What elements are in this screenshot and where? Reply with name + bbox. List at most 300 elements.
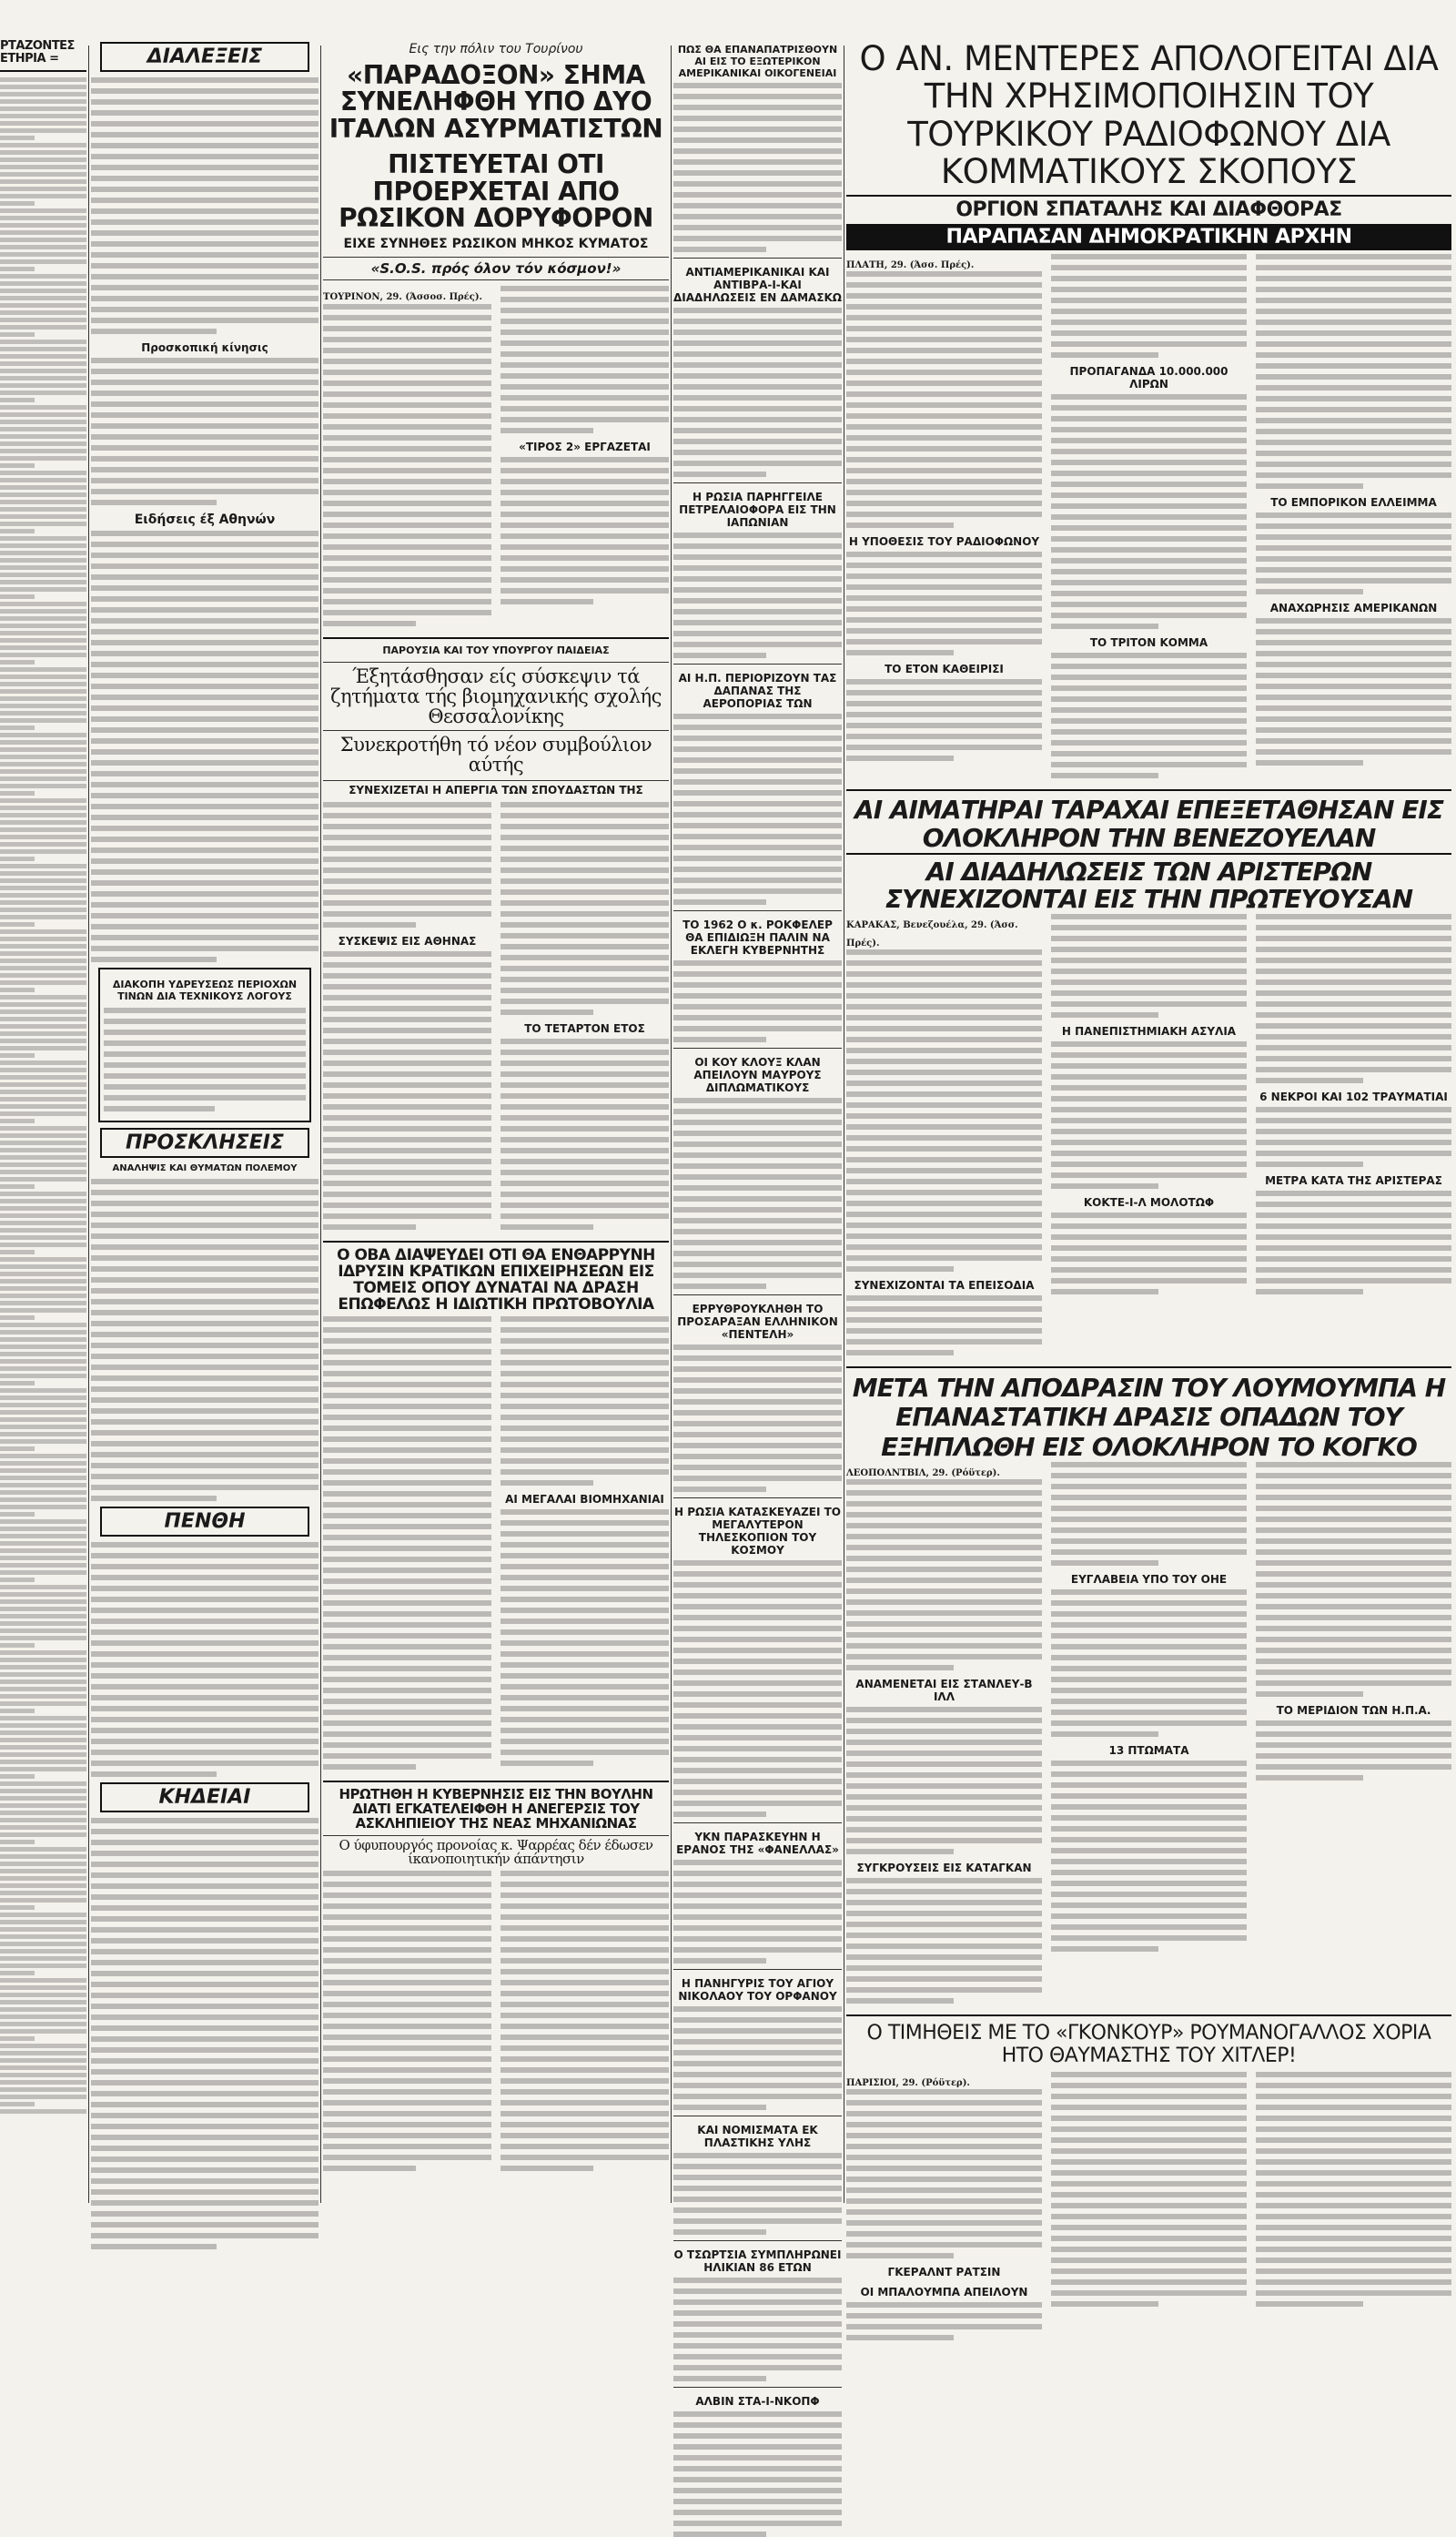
text-line xyxy=(673,1152,842,1158)
text-line xyxy=(673,1893,842,1898)
text-line xyxy=(0,2058,86,2063)
section-head-scouts: Προσκοπική κίνησις xyxy=(141,341,268,354)
text-line xyxy=(0,172,86,177)
text-line xyxy=(846,2166,1042,2171)
text-line xyxy=(673,1410,842,1416)
text-line xyxy=(0,478,86,482)
text-line xyxy=(0,1709,35,1713)
text-line xyxy=(1256,385,1451,391)
text-line xyxy=(846,960,1042,966)
text-line xyxy=(91,1651,318,1657)
text-line xyxy=(0,325,86,330)
text-line xyxy=(323,1991,491,1996)
text-line xyxy=(91,1430,318,1436)
text-line xyxy=(500,1651,669,1657)
text-line xyxy=(0,1942,86,1946)
text-line xyxy=(673,2218,842,2224)
text-line xyxy=(500,2089,669,2095)
text-line xyxy=(0,230,86,235)
text-line xyxy=(0,1235,86,1240)
text-line xyxy=(673,2343,842,2349)
text-line xyxy=(846,1350,954,1355)
column-1 xyxy=(0,36,86,2203)
text-line xyxy=(1051,2225,1247,2230)
text-line xyxy=(0,1803,86,1808)
text-line xyxy=(0,667,86,672)
text-line xyxy=(323,1980,491,1985)
text-line xyxy=(323,1393,491,1398)
article-text xyxy=(500,1039,669,1230)
text-line xyxy=(323,610,491,615)
text-line xyxy=(0,1010,86,1014)
text-line xyxy=(673,1680,842,1686)
text-line xyxy=(1051,1517,1247,1522)
text-line xyxy=(0,1279,86,1284)
text-line xyxy=(323,2056,491,2062)
text-line xyxy=(673,1936,842,1942)
text-line xyxy=(91,1905,318,1911)
text-line xyxy=(0,1461,86,1466)
text-line xyxy=(1051,1462,1247,1467)
column-rule xyxy=(671,46,672,2203)
text-line xyxy=(1051,569,1247,574)
text-line xyxy=(0,791,35,796)
text-line xyxy=(0,1039,86,1043)
headline-new-council: Συνεκροτήθη τό νέον συμβούλιον αύτής xyxy=(339,733,652,776)
text-line xyxy=(1051,2236,1247,2241)
text-line xyxy=(91,1695,318,1700)
text-line xyxy=(1051,2148,1247,2154)
text-line xyxy=(673,2354,842,2359)
text-line xyxy=(1051,1913,1247,1919)
text-line xyxy=(1256,1001,1451,1007)
text-line xyxy=(1051,1052,1247,1058)
text-line xyxy=(0,653,86,657)
text-line xyxy=(673,779,842,785)
text-line xyxy=(1051,471,1247,476)
text-line xyxy=(91,358,318,363)
text-line xyxy=(846,1113,1042,1119)
text-line xyxy=(1256,2290,1451,2296)
text-line xyxy=(91,946,318,951)
article-text xyxy=(846,679,1042,761)
text-line xyxy=(500,362,669,368)
text-line xyxy=(0,1031,86,1036)
text-line xyxy=(846,337,1042,342)
text-line xyxy=(323,402,491,408)
text-line xyxy=(323,951,491,957)
text-line xyxy=(0,1738,86,1742)
text-line xyxy=(500,566,669,572)
text-line xyxy=(0,318,86,322)
text-line xyxy=(1256,716,1451,722)
text-line xyxy=(91,957,217,962)
subhead-propaganda: ΠΡΟΠΑΓΑΝΔΑ 10.000.000 ΛΙΡΩΝ xyxy=(1069,364,1228,391)
text-line xyxy=(323,1458,491,1464)
subhead-third-party: ΤΟ ΤΡΙΤΟΝ ΚΟΜΜΑ xyxy=(1089,635,1208,649)
headline-tankers-japan: Η ΡΩΣΙΑ ΠΑΡΗΓΓΕΙΛΕ ΠΕΤΡΕΛΑΙΟΦΟΡΑ ΕΙΣ ΤΗΝ ΙΑΠΩΝΙΑΝ xyxy=(679,491,836,529)
text-line xyxy=(1256,1753,1451,1759)
text-line xyxy=(323,2013,491,2018)
text-line xyxy=(673,1487,766,1492)
text-line xyxy=(91,1717,318,1722)
text-line xyxy=(91,132,318,137)
text-line xyxy=(1051,936,1247,941)
text-line xyxy=(1256,578,1451,584)
text-line xyxy=(323,1764,416,1770)
text-line xyxy=(846,1255,1042,1261)
text-line xyxy=(0,1104,86,1109)
text-line xyxy=(1051,1484,1247,1489)
text-line xyxy=(846,552,1042,557)
text-line xyxy=(1256,2072,1451,2077)
text-line xyxy=(846,1878,1042,1883)
text-line xyxy=(91,1739,318,1744)
text-line xyxy=(846,982,1042,988)
text-line xyxy=(0,340,86,344)
text-line xyxy=(673,1109,842,1114)
text-line xyxy=(91,2124,318,2129)
text-line xyxy=(91,629,318,634)
text-line xyxy=(91,760,318,766)
text-line xyxy=(0,1068,86,1072)
text-line xyxy=(500,2155,669,2160)
text-line xyxy=(846,435,1042,441)
text-line xyxy=(1256,483,1363,489)
article-text xyxy=(846,949,1042,1272)
article-text xyxy=(846,552,1042,655)
text-line xyxy=(0,492,86,497)
text-line xyxy=(91,2222,318,2227)
text-line xyxy=(1256,2192,1451,2197)
text-line xyxy=(91,2025,318,2031)
text-line xyxy=(673,1015,842,1020)
text-line xyxy=(846,2198,1042,2204)
text-line xyxy=(500,2045,669,2051)
text-line xyxy=(91,2058,318,2064)
article-text xyxy=(500,802,669,1015)
text-line xyxy=(1256,979,1451,985)
text-line xyxy=(91,935,318,940)
text-line xyxy=(91,738,318,744)
dateline: ΚΑΡΑΚΑΣ, Βενεζουέλα, 29. (Άσσ. Πρές). xyxy=(846,920,1018,949)
text-line xyxy=(673,308,842,313)
text-line xyxy=(500,1060,669,1066)
text-line xyxy=(323,555,491,561)
text-line xyxy=(846,1632,1042,1638)
text-line xyxy=(323,1426,491,1431)
text-line xyxy=(500,1695,669,1700)
text-line xyxy=(1256,969,1451,974)
dateline: ΠΛΑΤΗ, 29. (Άσσ. Πρές). xyxy=(846,259,975,270)
text-line xyxy=(0,1170,86,1174)
subhead-athens-meeting: ΣΥΣΚΕΨΙΣ ΕΙΣ ΑΘΗΝΑΣ xyxy=(338,935,477,949)
text-line xyxy=(500,1115,669,1121)
article-text xyxy=(673,308,842,477)
text-line xyxy=(0,420,86,424)
text-line xyxy=(323,370,491,375)
text-line xyxy=(91,1452,318,1457)
article-text xyxy=(1256,1107,1451,1167)
article-text xyxy=(846,1295,1042,1355)
text-line xyxy=(1051,1666,1247,1671)
text-line xyxy=(846,1490,1042,1496)
text-line xyxy=(0,1206,86,1211)
text-line xyxy=(846,1805,1042,1811)
headline-penteli: ΕΡΡΥΘΡΟΥΚΛΗΘΗ ΤΟ ΠΡΟΣΑΡΑΞΑΝ ΕΛΛΗΝΙΚΟΝ «ΠΕΝΤΕΛΗ» xyxy=(677,1303,838,1341)
text-line xyxy=(323,1666,491,1671)
text-line xyxy=(1256,2159,1451,2165)
text-line xyxy=(1256,1067,1451,1072)
text-line xyxy=(323,2035,491,2040)
invitations-subtitle: ΑΝΑΛΗΨΙΣ ΚΑΙ ΘΥΜΑΤΩΝ ΠΟΛΕΜΟΥ xyxy=(112,1163,298,1173)
text-line xyxy=(0,675,86,679)
text-line xyxy=(91,274,318,279)
article-text xyxy=(1256,1462,1451,1697)
text-line xyxy=(1051,254,1247,259)
text-line xyxy=(0,645,86,650)
text-line xyxy=(91,1354,318,1359)
text-line xyxy=(846,639,1042,644)
text-line xyxy=(91,1299,318,1304)
text-line xyxy=(500,1203,669,1208)
article-text xyxy=(1256,2072,1451,2307)
text-line xyxy=(673,1903,842,1909)
text-line xyxy=(673,461,842,466)
text-line xyxy=(1256,363,1451,369)
text-line xyxy=(91,263,318,269)
text-line xyxy=(0,1082,86,1087)
text-line xyxy=(1256,462,1451,467)
text-line xyxy=(0,726,35,730)
dateline: ΠΑΡΙΣΙΟΙ, 29. (Ρόϋτερ). xyxy=(846,2077,970,2088)
text-line xyxy=(673,2332,842,2338)
text-line xyxy=(500,813,669,818)
section-box-lectures: ΔΙΑΛΕΞΕΙΣ xyxy=(100,42,309,72)
text-line xyxy=(500,555,669,561)
section-box-funerals: ΚΗΔΕΙΑΙ xyxy=(100,1782,309,1812)
text-line xyxy=(0,2007,86,2012)
text-line xyxy=(323,533,491,539)
text-line xyxy=(846,1816,1042,1822)
text-line xyxy=(846,457,1042,462)
text-line xyxy=(1051,1473,1247,1478)
text-line xyxy=(323,1491,491,1497)
text-line xyxy=(846,1059,1042,1064)
article-text xyxy=(673,533,842,658)
text-line xyxy=(323,1578,491,1584)
text-line xyxy=(1256,1473,1451,1478)
text-line xyxy=(1051,1771,1247,1777)
text-line xyxy=(91,618,318,624)
text-line xyxy=(1051,536,1247,542)
text-line xyxy=(846,993,1042,999)
text-line xyxy=(323,566,491,572)
subhead-big-industries: ΑΙ ΜΕΓΑΛΑΙ ΒΙΟΜΗΧΑΝΙΑΙ xyxy=(505,1493,664,1507)
text-line xyxy=(673,148,842,154)
text-line xyxy=(91,1485,318,1490)
text-line xyxy=(500,1436,669,1442)
text-line xyxy=(500,1148,669,1153)
text-line xyxy=(0,179,86,184)
text-line xyxy=(846,512,1042,517)
text-line xyxy=(323,1947,491,1953)
text-line xyxy=(500,2024,669,2029)
text-line xyxy=(323,1882,491,1887)
text-line xyxy=(500,297,669,302)
text-line xyxy=(846,1223,1042,1228)
text-line xyxy=(846,679,1042,685)
text-line xyxy=(846,2335,954,2340)
text-line xyxy=(846,1556,1042,1561)
text-line xyxy=(1051,298,1247,303)
text-line xyxy=(1051,1600,1247,1606)
text-line xyxy=(0,1636,86,1640)
text-line xyxy=(500,1192,669,1197)
text-line xyxy=(1051,1063,1247,1069)
text-line xyxy=(91,412,318,418)
text-line xyxy=(500,501,669,506)
text-line xyxy=(500,1224,593,1230)
text-line xyxy=(323,1170,491,1175)
text-line xyxy=(846,1889,1042,1894)
text-line xyxy=(1051,514,1247,520)
text-line xyxy=(91,1343,318,1348)
text-line xyxy=(846,1026,1042,1031)
text-line xyxy=(846,1933,1042,1938)
text-line xyxy=(323,1148,491,1153)
text-line xyxy=(0,2022,86,2026)
text-line xyxy=(1051,2137,1247,2143)
text-line xyxy=(0,1672,86,1677)
text-line xyxy=(846,348,1042,353)
text-line xyxy=(1256,1256,1451,1262)
text-line xyxy=(673,105,842,110)
text-line xyxy=(0,289,86,293)
text-line xyxy=(673,1163,842,1169)
text-line xyxy=(500,457,669,462)
article-text xyxy=(673,960,842,1042)
article-text xyxy=(500,286,669,433)
subhead-incidents-continue: ΣΥΝΕΧΙΖΟΝΤΑΙ ΤΑ ΕΠΕΙΣΟΔΙΑ xyxy=(854,1279,1035,1293)
text-line xyxy=(323,359,491,364)
text-line xyxy=(0,1272,86,1276)
text-line xyxy=(846,1772,1042,1778)
text-line xyxy=(673,1345,842,1350)
text-line xyxy=(673,2288,842,2294)
text-line xyxy=(846,1339,1042,1345)
text-line xyxy=(673,801,842,807)
article-text xyxy=(323,1871,491,2171)
text-line xyxy=(0,696,86,701)
text-line xyxy=(846,1588,1042,1594)
text-line xyxy=(0,1192,86,1196)
text-line xyxy=(673,384,842,390)
text-line xyxy=(0,522,86,526)
text-line xyxy=(91,121,318,127)
text-line xyxy=(91,684,318,689)
text-line xyxy=(0,77,86,82)
text-line xyxy=(0,201,35,206)
text-line xyxy=(673,1914,842,1920)
text-line xyxy=(1256,2170,1451,2176)
text-line xyxy=(1051,1589,1247,1595)
text-line xyxy=(0,1774,35,1779)
article-text xyxy=(500,1871,669,2171)
text-line xyxy=(500,2122,669,2127)
text-line xyxy=(91,1441,318,1446)
text-line xyxy=(91,1883,318,1889)
text-line xyxy=(1051,1710,1247,1715)
text-line xyxy=(0,769,86,774)
text-line xyxy=(0,1956,86,1961)
text-line xyxy=(1051,1495,1247,1500)
text-line xyxy=(673,1185,842,1191)
text-line xyxy=(500,1082,669,1088)
text-line xyxy=(0,2000,86,2004)
text-line xyxy=(846,2313,1042,2319)
text-line xyxy=(0,1337,86,1342)
text-line xyxy=(91,1640,318,1646)
text-line xyxy=(673,2499,842,2504)
text-line xyxy=(0,485,86,490)
text-line xyxy=(323,878,491,884)
text-line xyxy=(323,824,491,829)
text-line xyxy=(323,1060,491,1066)
text-line xyxy=(0,1446,35,1451)
text-line xyxy=(323,501,491,506)
text-line xyxy=(500,1936,669,1942)
text-line xyxy=(500,1415,669,1420)
text-line xyxy=(1051,1924,1247,1930)
text-line xyxy=(91,2047,318,2053)
text-line xyxy=(0,383,86,388)
text-line xyxy=(1051,1096,1247,1101)
text-line xyxy=(323,802,491,807)
text-line xyxy=(0,281,86,286)
text-line xyxy=(673,83,842,88)
headline-psarreas: Ο ύφυπουργός προνοίας κ. Ψαρρέας δέν έδωσεν ίκανοποιητικήν άπάντησιν xyxy=(323,1835,669,1868)
text-line xyxy=(673,450,842,455)
text-line xyxy=(500,1871,669,1876)
text-line xyxy=(673,2488,842,2493)
article-text xyxy=(1256,512,1451,594)
text-line xyxy=(1051,503,1247,509)
text-line xyxy=(0,391,86,395)
text-line xyxy=(846,617,1042,623)
text-line xyxy=(323,2122,491,2127)
text-line xyxy=(500,1893,669,1898)
text-line xyxy=(0,157,86,162)
funerals-text xyxy=(91,1818,318,2249)
text-line xyxy=(323,512,491,517)
text-line xyxy=(846,1545,1042,1550)
text-line xyxy=(1256,1527,1451,1533)
text-line xyxy=(500,1520,669,1526)
text-line xyxy=(0,995,86,1000)
text-line xyxy=(1256,1151,1451,1156)
text-line xyxy=(91,467,318,472)
text-line xyxy=(1256,2148,1451,2154)
text-line xyxy=(0,434,86,439)
text-line xyxy=(0,2073,86,2077)
text-line xyxy=(673,888,842,894)
text-line xyxy=(500,824,669,829)
text-line xyxy=(1256,1056,1451,1061)
article-text xyxy=(1256,914,1451,1083)
text-line xyxy=(673,192,842,198)
text-line xyxy=(323,2078,491,2084)
